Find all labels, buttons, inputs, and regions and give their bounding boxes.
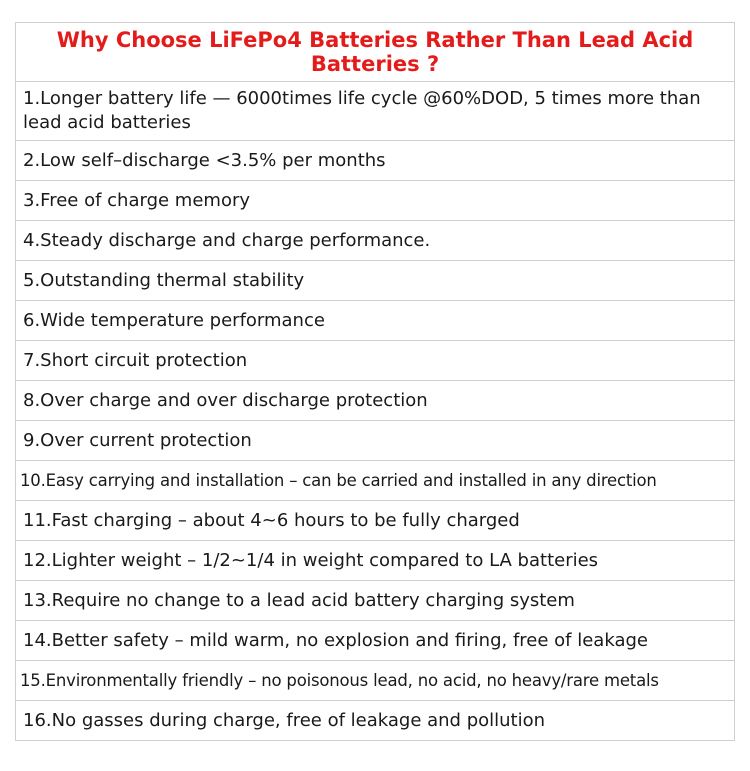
- table-row: [16, 82, 735, 141]
- table-row: [16, 181, 735, 221]
- feature-item: 9.Over current protection: [16, 421, 735, 461]
- table-row: [16, 341, 735, 381]
- table-row: [16, 301, 735, 341]
- table-row: [16, 621, 735, 661]
- feature-item: 12.Lighter weight – 1/2~1/4 in weight compared to LA batteries: [16, 541, 735, 581]
- feature-item: 16.No gasses during charge, free of leakage and pollution: [16, 701, 735, 741]
- feature-item: 3.Free of charge memory: [16, 181, 735, 221]
- feature-item: 11.Fast charging – about 4~6 hours to be fully charged: [16, 501, 735, 541]
- table-row: [16, 541, 735, 581]
- feature-item: 14.Better safety – mild warm, no explosion and firing, free of leakage: [16, 621, 735, 661]
- table-row: [16, 501, 735, 541]
- feature-item: 5.Outstanding thermal stability: [16, 261, 735, 301]
- feature-item: 2.Low self–discharge <3.5% per months: [16, 141, 735, 181]
- feature-item: 13.Require no change to a lead acid battery charging system: [16, 581, 735, 621]
- table-row: [16, 701, 735, 741]
- table-row: [16, 661, 735, 701]
- table-row: [16, 261, 735, 301]
- title-row: [16, 23, 735, 82]
- features-table: [15, 22, 735, 741]
- features-table-container: [15, 22, 735, 754]
- table-row: [16, 421, 735, 461]
- table-row: [16, 581, 735, 621]
- feature-item: 1.Longer battery life — 6000times life cycle @60%DOD, 5 times more than lead acid batteries: [16, 82, 735, 141]
- feature-item: 10.Easy carrying and installation – can be carried and installed in any direction: [16, 461, 735, 501]
- feature-item: 8.Over charge and over discharge protection: [16, 381, 735, 421]
- feature-item: 4.Steady discharge and charge performance.: [16, 221, 735, 261]
- feature-item: 6.Wide temperature performance: [16, 301, 735, 341]
- table-row: [16, 141, 735, 181]
- table-row: [16, 461, 735, 501]
- table-row: [16, 381, 735, 421]
- feature-item: 7.Short circuit protection: [16, 341, 735, 381]
- table-row: [16, 221, 735, 261]
- title-cell: [16, 23, 735, 82]
- page-title: Why Choose LiFePo4 Batteries Rather Than Lead Acid Batteries ?: [56, 28, 694, 76]
- feature-item: 15.Environmentally friendly – no poisonous lead, no acid, no heavy/rare metals: [16, 661, 735, 701]
